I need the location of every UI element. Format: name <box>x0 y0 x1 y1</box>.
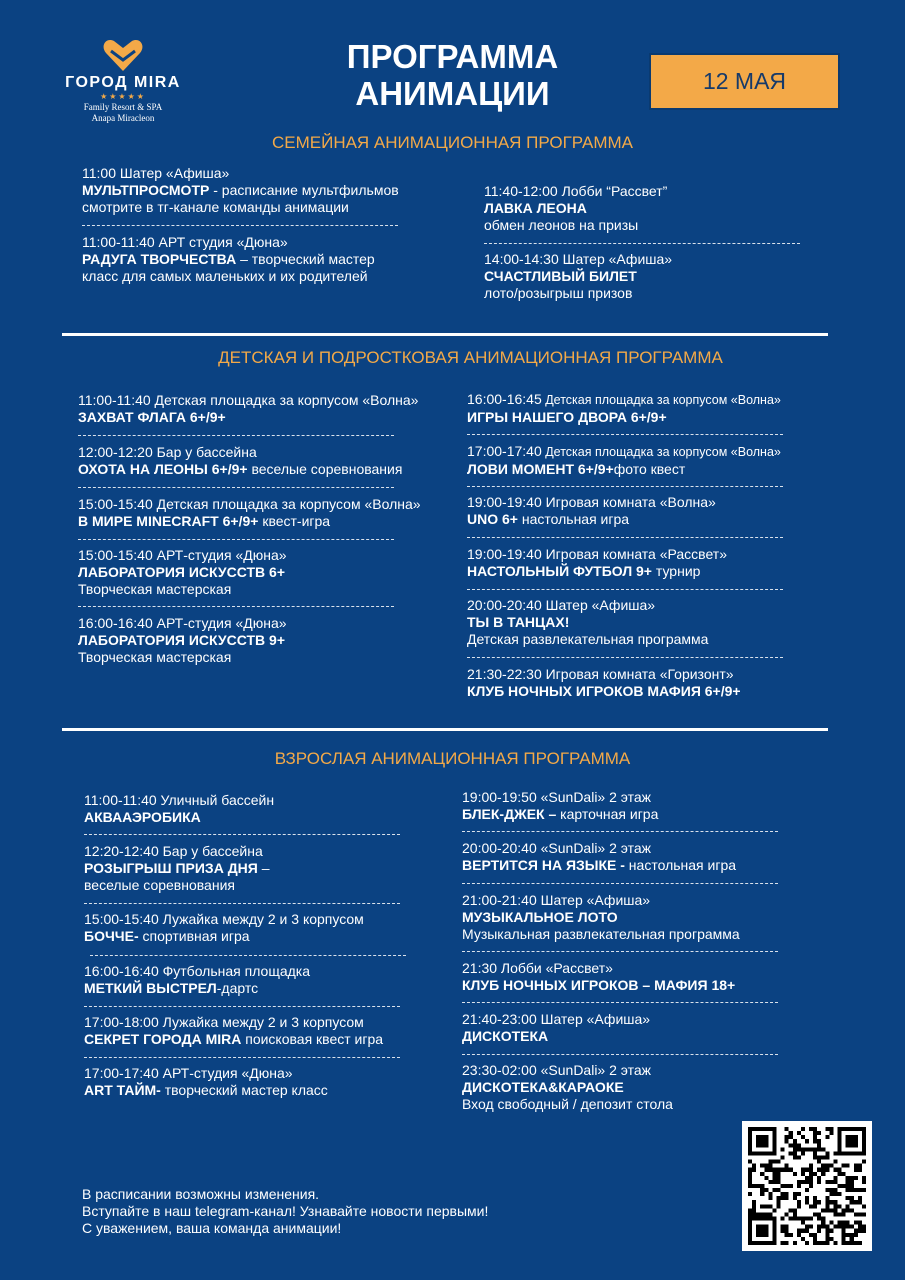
qr-code-icon <box>748 1127 866 1245</box>
list-item: 15:00-15:40 АРТ-студия «Дюна» ЛАБОРАТОРИЯ ИСКУССТВ 6+ Творческая мастерская <box>78 547 287 597</box>
list-item: 15:00-15:40 Лужайка между 2 и 3 корпусом БОЧЧЕ- спортивная игра <box>84 911 364 944</box>
list-item: 23:30-02:00 «SunDali» 2 этаж ДИСКОТЕКА&КАРАОКЕ Вход свободный / депозит стола <box>462 1062 673 1112</box>
separator <box>462 1002 778 1003</box>
list-item: 14:00-14:30 Шатер «Афиша» СЧАСТЛИВЫЙ БИЛЕТ лото/розыгрыш призов <box>484 251 673 301</box>
separator <box>462 883 778 884</box>
logo-subtitle-2: Anapa Miracleon <box>91 113 155 123</box>
list-item: 17:00-17:40 Детская площадка за корпусом «Волна» ЛОВИ МОМЕНТ 6+/9+фото квест <box>467 443 781 477</box>
list-item: 12:00-12:20 Бар у бассейна ОХОТА НА ЛЕОНЫ 6+/9+ веселые соревнования <box>78 444 403 477</box>
page-title: ПРОГРАММА АНИМАЦИИ <box>346 38 559 112</box>
logo-stars: ★★★★★ <box>100 92 146 101</box>
section-title-family: СЕМЕЙНАЯ АНИМАЦИОННАЯ ПРОГРАММА <box>271 133 633 152</box>
separator <box>462 831 778 832</box>
list-item: 12:20-12:40 Бар у бассейна РОЗЫГРЫШ ПРИЗА ДНЯ – веселые соревнования <box>84 843 270 893</box>
list-item: 11:00-11:40 Уличный бассейн АКВААЭРОБИКА <box>84 792 275 825</box>
separator <box>467 434 783 435</box>
separator <box>78 606 394 607</box>
logo-subtitle-1: Family Resort & SPA <box>83 102 163 112</box>
divider <box>62 333 828 336</box>
list-item: 19:00-19:40 Игровая комната «Волна» UNO 6+ настольная игра <box>467 494 716 527</box>
separator <box>467 537 783 538</box>
list-item: 16:00-16:40 АРТ-студия «Дюна» ЛАБОРАТОРИЯ ИСКУССТВ 9+ Творческая мастерская <box>78 615 287 665</box>
qr-code[interactable] <box>742 1121 872 1251</box>
date-badge: 12 МАЯ <box>649 53 840 110</box>
list-item: 11:00-11:40 АРТ студия «Дюна» РАДУГА ТВОРЧЕСТВА – творческий мастер класс для самых маленьких и их родителей <box>82 234 375 284</box>
list-item: 17:00-18:00 Лужайка между 2 и 3 корпусом СЕКРЕТ ГОРОДА MIRA поисковая квест игра <box>84 1014 384 1047</box>
footer-note: В расписании возможны изменения. Вступайте в наш telegram-канал! Узнавайте новости первыми! С уважением, ваша команда анимации! <box>82 1186 489 1236</box>
separator <box>462 951 778 952</box>
divider <box>62 728 828 731</box>
list-item: 17:00-17:40 АРТ-студия «Дюна» ART ТАЙМ- творческий мастер класс <box>84 1065 328 1098</box>
logo-name: ГОРОД MIRA <box>65 74 181 91</box>
list-item: 11:00 Шатер «Афиша» МУЛЬТПРОСМОТР - расписание мультфильмов смотрите в тг-канале команды анимации <box>82 165 399 215</box>
list-item: 16:00-16:45 Детская площадка за корпусом «Волна» ИГРЫ НАШЕГО ДВОРА 6+/9+ <box>467 391 781 425</box>
separator <box>467 657 783 658</box>
separator <box>84 1006 400 1007</box>
list-item: 20:00-20:40 Шатер «Афиша» ТЫ В ТАНЦАХ! Детская развлекательная программа <box>467 597 709 647</box>
section-title-kids: ДЕТСКАЯ И ПОДРОСТКОВАЯ АНИМАЦИОННАЯ ПРОГРАММА <box>218 348 723 367</box>
separator <box>82 225 398 226</box>
list-item: 19:00-19:40 Игровая комната «Рассвет» НАСТОЛЬНЫЙ ФУТБОЛ 9+ турнир <box>467 546 727 579</box>
separator <box>84 1057 400 1058</box>
separator <box>84 903 400 904</box>
separator <box>467 589 783 590</box>
list-item: 11:00-11:40 Детская площадка за корпусом «Волна» ЗАХВАТ ФЛАГА 6+/9+ <box>78 392 419 425</box>
separator <box>78 487 394 488</box>
section-title-adult: ВЗРОСЛАЯ АНИМАЦИОННАЯ ПРОГРАММА <box>274 749 631 768</box>
separator <box>484 243 800 244</box>
separator <box>78 435 394 436</box>
separator <box>467 486 783 487</box>
logo <box>58 38 188 124</box>
list-item: 21:00-21:40 Шатер «Афиша» МУЗЫКАЛЬНОЕ ЛОТО Музыкальная развлекательная программа <box>462 892 740 942</box>
list-item: 15:00-15:40 Детская площадка за корпусом «Волна» В МИРЕ MINECRAFT 6+/9+ квест-игра <box>78 496 421 529</box>
separator <box>90 955 406 956</box>
separator <box>84 834 400 835</box>
list-item: 21:30 Лобби «Рассвет» КЛУБ НОЧНЫХ ИГРОКОВ – МАФИЯ 18+ <box>462 960 736 993</box>
list-item: 11:40-12:00 Лобби “Рассвет” ЛАВКА ЛЕОНА обмен леонов на призы <box>484 183 668 233</box>
list-item: 21:40-23:00 Шатер «Афиша» ДИСКОТЕКА <box>462 1011 651 1044</box>
separator <box>78 539 394 540</box>
list-item: 21:30-22:30 Игровая комната «Горизонт» КЛУБ НОЧНЫХ ИГРОКОВ МАФИЯ 6+/9+ <box>467 666 741 699</box>
list-item: 16:00-16:40 Футбольная площадка МЕТКИЙ ВЫСТРЕЛ-дартс <box>84 963 311 996</box>
separator <box>462 1054 778 1055</box>
heart-logo-icon <box>103 38 143 72</box>
list-item: 20:00-20:40 «SunDali» 2 этаж ВЕРТИТСЯ НА ЯЗЫКЕ - настольная игра <box>462 840 737 873</box>
list-item: 19:00-19:50 «SunDali» 2 этаж БЛЕК-ДЖЕК – карточная игра <box>462 789 659 822</box>
